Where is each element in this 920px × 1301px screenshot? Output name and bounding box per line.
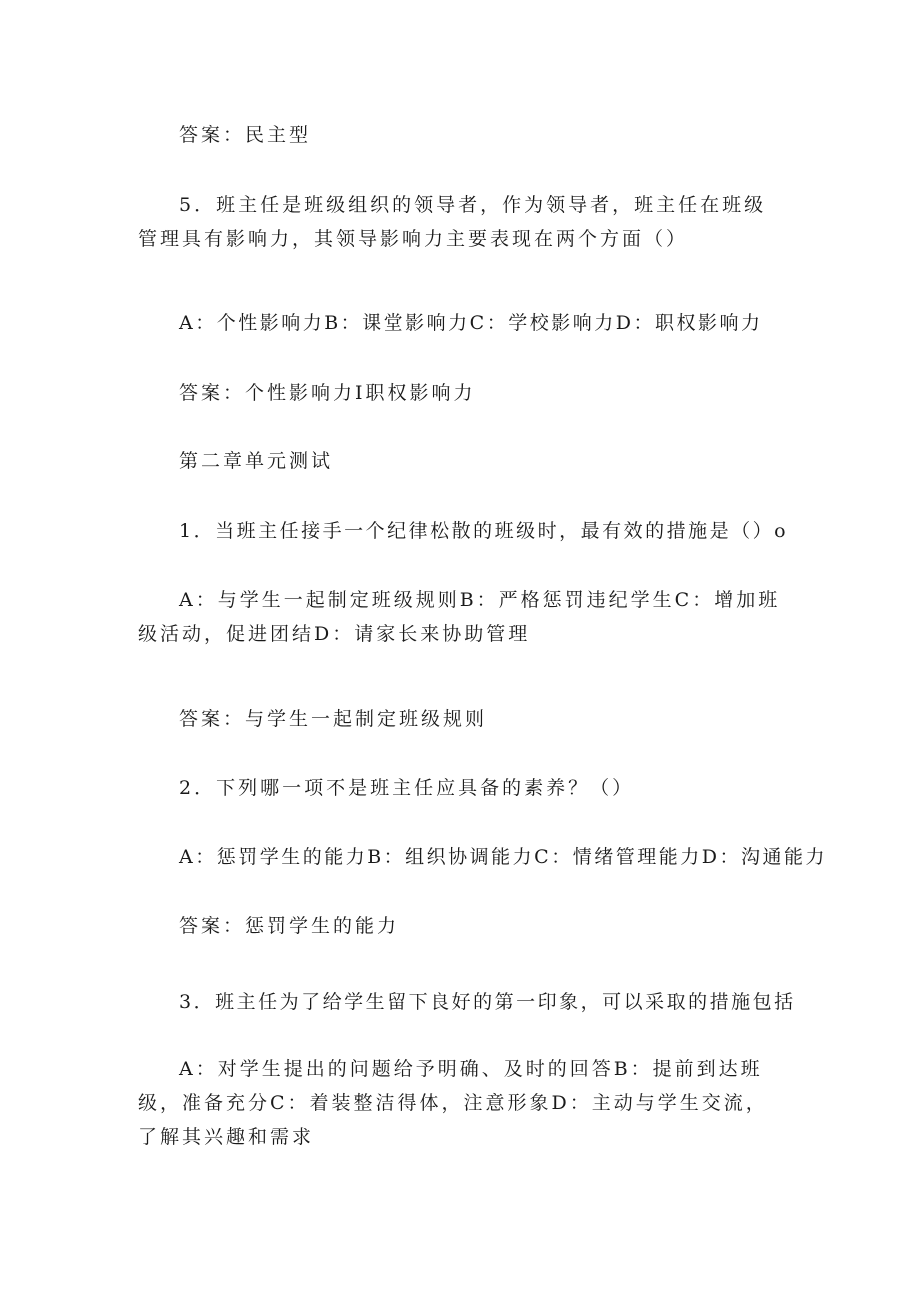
chapter-heading: 第二章单元测试 [179,450,334,472]
question-paragraph: 1．当班主任接手一个纪律松散的班级时，最有效的措施是（）o [179,520,789,542]
answer-paragraph: 答案：与学生一起制定班级规则 [179,708,488,730]
options-paragraph: A：对学生提出的问题给予明确、及时的回答B：提前到达班级，准备充分C：着装整洁得体，注意形象D：主动与学生交流，了解其兴趣和需求 [138,1058,768,1148]
answer-paragraph: 答案：个性影响力I职权影响力 [179,382,476,404]
answer-paragraph: 答案：惩罚学生的能力 [179,915,400,937]
options-paragraph: A：与学生一起制定班级规则B：严格惩罚违纪学生C：增加班级活动，促进团结D：请家长来协助管理 [138,589,781,645]
options-paragraph: A：惩罚学生的能力B：组织协调能力C：情绪管理能力D：沟通能力 [179,846,827,868]
question-paragraph: 3．班主任为了给学生留下良好的第一印象，可以采取的措施包括 [179,991,796,1013]
answer-paragraph: 答案：民主型 [179,124,312,146]
question-paragraph: 5．班主任是班级组织的领导者，作为领导者，班主任在班级管理具有影响力，其领导影响力主要表现在两个方面（） [138,194,767,250]
question-paragraph: 2．下列哪一项不是班主任应具备的素养？（） [179,777,635,799]
options-paragraph: A：个性影响力B：课堂影响力C：学校影响力D：职权影响力 [179,312,763,334]
